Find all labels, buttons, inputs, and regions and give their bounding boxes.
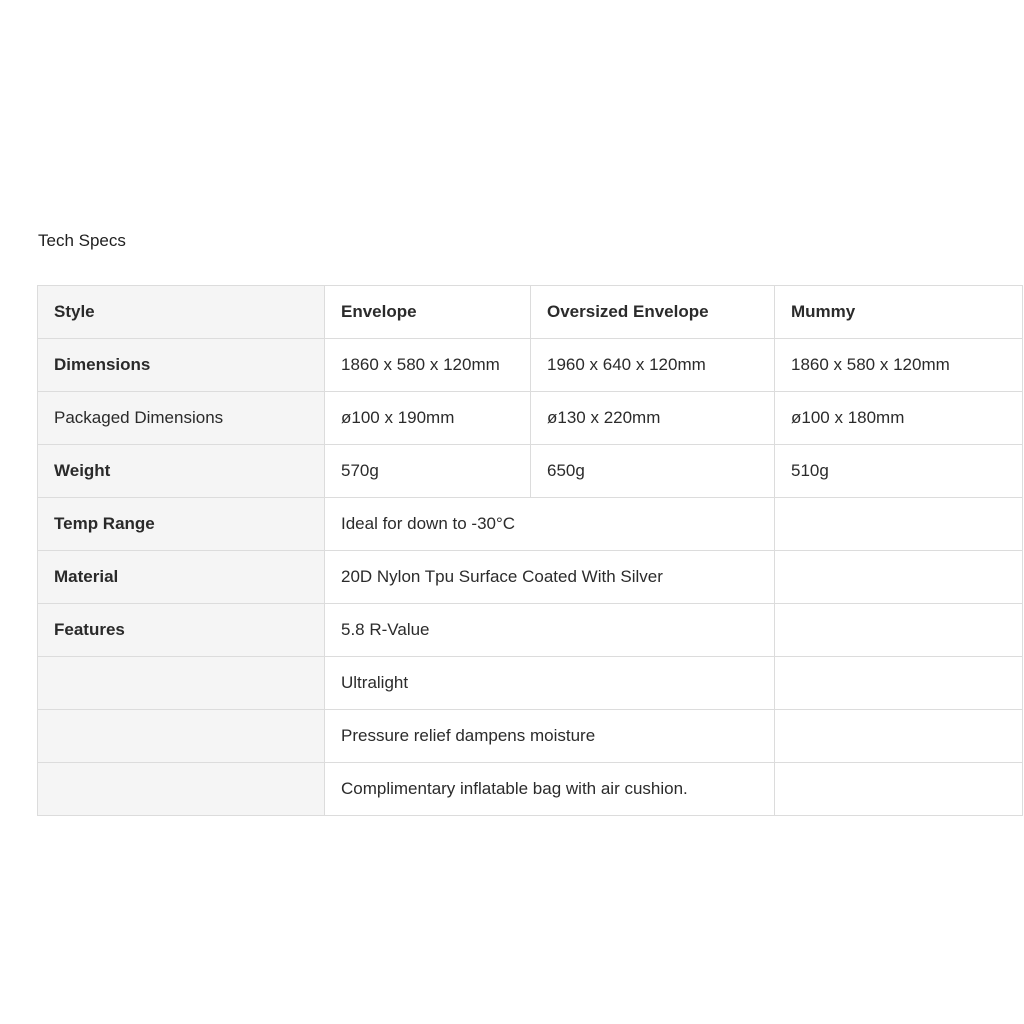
table-cell: 510g bbox=[775, 445, 1023, 498]
table-cell-empty bbox=[775, 498, 1023, 551]
table-cell: Ideal for down to -30°C bbox=[325, 498, 775, 551]
table-cell: Complimentary inflatable bag with air cushion. bbox=[325, 763, 775, 816]
table-row-packaged-dimensions bbox=[38, 392, 1023, 445]
table-row-temp-range bbox=[38, 498, 1023, 551]
row-label-empty bbox=[38, 763, 325, 816]
header-cell-envelope: Envelope bbox=[325, 286, 531, 339]
table-cell-empty bbox=[775, 551, 1023, 604]
row-label-temp-range: Temp Range bbox=[38, 498, 325, 551]
row-label-weight: Weight bbox=[38, 445, 325, 498]
table-cell: 1860 x 580 x 120mm bbox=[775, 339, 1023, 392]
table-row-material bbox=[38, 551, 1023, 604]
table-row-weight bbox=[38, 445, 1023, 498]
table-cell-empty bbox=[775, 763, 1023, 816]
table-row-dimensions bbox=[38, 339, 1023, 392]
row-label-packaged-dimensions: Packaged Dimensions bbox=[38, 392, 325, 445]
table-cell: 1860 x 580 x 120mm bbox=[325, 339, 531, 392]
row-label-material: Material bbox=[38, 551, 325, 604]
table-cell: 650g bbox=[531, 445, 775, 498]
tech-specs-table bbox=[37, 285, 1023, 816]
table-row-style bbox=[38, 286, 1023, 339]
header-cell-oversized-envelope: Oversized Envelope bbox=[531, 286, 775, 339]
table-row-features-continued bbox=[38, 710, 1023, 763]
table-cell: 20D Nylon Tpu Surface Coated With Silver bbox=[325, 551, 775, 604]
row-label-dimensions: Dimensions bbox=[38, 339, 325, 392]
row-label-features: Features bbox=[38, 604, 325, 657]
table-cell: 1960 x 640 x 120mm bbox=[531, 339, 775, 392]
row-label-style: Style bbox=[38, 286, 325, 339]
row-label-empty bbox=[38, 657, 325, 710]
table-cell: ø130 x 220mm bbox=[531, 392, 775, 445]
table-cell: ø100 x 190mm bbox=[325, 392, 531, 445]
row-label-empty bbox=[38, 710, 325, 763]
table-cell-empty bbox=[775, 604, 1023, 657]
table-row-features bbox=[38, 604, 1023, 657]
table-row-features-continued bbox=[38, 763, 1023, 816]
section-title: Tech Specs bbox=[38, 231, 126, 250]
table-cell: Pressure relief dampens moisture bbox=[325, 710, 775, 763]
table-row-features-continued bbox=[38, 657, 1023, 710]
table-cell: ø100 x 180mm bbox=[775, 392, 1023, 445]
table-cell: 570g bbox=[325, 445, 531, 498]
table-cell: Ultralight bbox=[325, 657, 775, 710]
table-cell-empty bbox=[775, 657, 1023, 710]
header-cell-mummy: Mummy bbox=[775, 286, 1023, 339]
table-cell-empty bbox=[775, 710, 1023, 763]
table-cell: 5.8 R-Value bbox=[325, 604, 775, 657]
